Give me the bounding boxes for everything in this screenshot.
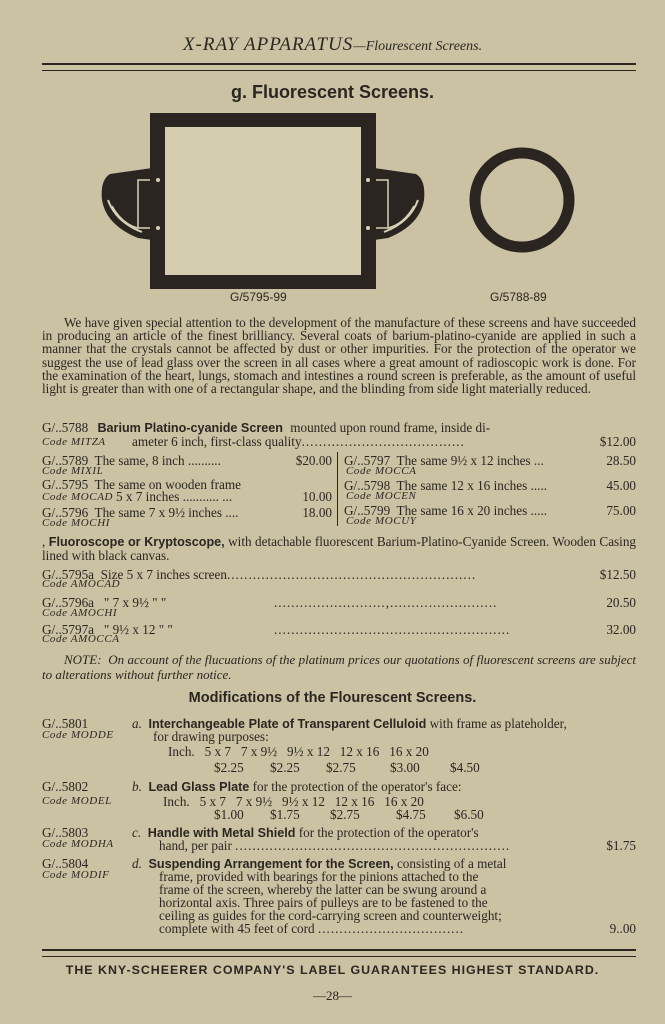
mod-5801-prices bbox=[214, 760, 480, 776]
lead-mark: , bbox=[42, 534, 49, 549]
item-5795-sizes bbox=[116, 489, 332, 505]
footer-rule bbox=[42, 949, 636, 957]
item-name: Lead Glass Plate bbox=[148, 780, 250, 794]
item-price: 20.50 bbox=[606, 595, 636, 610]
price-cell: $2.75 bbox=[330, 807, 360, 822]
size-cell: 16 x 20 bbox=[384, 794, 424, 809]
item-desc: with frame as plateholder, bbox=[429, 716, 567, 731]
item-price: $20.00 bbox=[295, 453, 332, 468]
item-price: 28.50 bbox=[606, 453, 636, 468]
note-text: On account of the flucuations of the platinum prices our quotations of fluorescent screens are subject to alterations without further notice. bbox=[42, 652, 636, 682]
item-desc-line: complete with 45 feet of cord bbox=[159, 921, 315, 936]
figure-caption-right: G/5788-89 bbox=[490, 290, 547, 304]
leader-dots: ..........................,......................... bbox=[274, 595, 498, 610]
item-number: G/..5798 bbox=[344, 478, 391, 493]
item-code: Code MODIF bbox=[42, 869, 110, 881]
price-cell: $4.50 bbox=[450, 760, 480, 775]
item-desc-line: for drawing purposes: bbox=[153, 729, 269, 744]
leader-dots: .......................................................... bbox=[226, 567, 477, 582]
item-desc: ameter 6 inch, first-class quality bbox=[132, 434, 302, 449]
item-desc: for the protection of the operator's bbox=[298, 825, 479, 840]
item-letter: d. bbox=[132, 856, 142, 871]
price-cell: $1.75 bbox=[270, 807, 300, 822]
item-code: Code MOCHI bbox=[42, 517, 111, 529]
mod-5804-last bbox=[159, 921, 464, 937]
item-desc: The same on wooden frame bbox=[94, 477, 241, 492]
page-number: —28— bbox=[313, 988, 352, 1003]
mod-5802-prices bbox=[214, 807, 484, 823]
item-price: $12.00 bbox=[599, 434, 636, 449]
item-5796a bbox=[42, 595, 636, 611]
item-number: G/..5789 bbox=[42, 453, 89, 468]
intro-paragraph: We have given special attention to the development of the manufacture of these screens and have succeeded in producing an article of the finest brilliancy. Several coats of barium-platino-cyanide are applied in such a manner that the crystals cannot be affected by dust or other impurities. For the protection of the operator we suggest the use of lead glass over the screen in all cases where a great amount of radioscopic work is done. For the examination of the heart, lungs, stomach and intestines a round screen is preferable, as the amount of useful light is greater than with one of a rectangular shape, and the blinding from side light materially reduced. bbox=[42, 315, 636, 397]
item-price: 18.00 bbox=[302, 505, 332, 520]
item-desc: consisting of a metal bbox=[396, 856, 507, 871]
item-desc: 5 x 7 inches ........... ... bbox=[116, 489, 233, 504]
leader-dots: ....................................................... bbox=[274, 622, 511, 637]
leader-dots: ................................................................ bbox=[235, 838, 511, 853]
size-cell: 9½ x 12 bbox=[282, 794, 325, 809]
size-cell: 7 x 9½ bbox=[235, 794, 273, 809]
item-price: 10.00 bbox=[302, 489, 332, 504]
header-rule bbox=[42, 63, 636, 71]
price-cell: $2.75 bbox=[326, 760, 356, 775]
item-desc: The same 9½ x 12 inches ... bbox=[396, 453, 544, 468]
item-letter: a. bbox=[132, 716, 142, 731]
fluoroscope-name: Fluoroscope or Kryptoscope, bbox=[48, 535, 225, 549]
size-cell: 5 x 7 bbox=[204, 744, 231, 759]
item-number: G/..5795a bbox=[42, 567, 95, 582]
item-code: Code AMOCHI bbox=[42, 607, 118, 619]
item-5795a bbox=[42, 567, 636, 583]
item-code: Code MIXIL bbox=[42, 465, 104, 477]
item-code: Code MOCAD bbox=[42, 491, 114, 503]
item-number: G/..5797 bbox=[344, 453, 391, 468]
item-price: 75.00 bbox=[606, 503, 636, 518]
item-number: G/..5803 bbox=[42, 825, 89, 840]
footer-guarantee: THE KNY-SCHEERER COMPANY'S LABEL GUARANTEES HIGHEST STANDARD. bbox=[65, 963, 600, 977]
size-cell: 7 x 9½ bbox=[240, 744, 278, 759]
item-number: G/..5797a bbox=[42, 622, 95, 637]
item-number: G/..5802 bbox=[42, 779, 89, 794]
item-letter: c. bbox=[132, 825, 142, 840]
item-number: G/..5799 bbox=[344, 503, 391, 518]
running-head bbox=[0, 34, 665, 56]
mod-5801-sizes bbox=[168, 744, 429, 760]
rectangular-screen-illustration bbox=[98, 110, 428, 292]
item-5797a bbox=[42, 622, 636, 638]
fluoroscope-description bbox=[42, 535, 636, 562]
item-desc: mounted upon round frame, inside di- bbox=[290, 420, 491, 435]
item-desc: The same, 8 inch .......... bbox=[94, 453, 221, 468]
item-desc: The same 16 x 20 inches ..... bbox=[396, 503, 548, 518]
item-code: Code AMOCCA bbox=[42, 633, 120, 645]
item-name: Suspending Arrangement for the Screen, bbox=[148, 857, 394, 871]
item-price: 32.00 bbox=[606, 622, 636, 637]
item-code: Code MODHA bbox=[42, 838, 114, 850]
item-desc-line: frame, provided with bearings for the pinions attached to the bbox=[159, 869, 479, 884]
figure-caption-left: G/5795-99 bbox=[230, 290, 287, 304]
item-code: Code MODDE bbox=[42, 729, 114, 741]
price-cell: $3.00 bbox=[390, 760, 420, 775]
leader-dots: .................................. bbox=[317, 921, 465, 936]
price-cell: $2.25 bbox=[214, 760, 244, 775]
item-price: 9..00 bbox=[609, 921, 636, 936]
item-desc-line: horizontal axis. Three pairs of pulleys are to be fastened to the bbox=[159, 895, 488, 910]
item-code: Code MOCUY bbox=[346, 515, 417, 527]
size-cell: 12 x 16 bbox=[339, 744, 380, 759]
price-note bbox=[42, 652, 636, 682]
item-desc: The same 7 x 9½ inches .... bbox=[94, 505, 239, 520]
sizes-label: Inch. bbox=[163, 794, 190, 809]
running-head-subtitle: —Flourescent Screens. bbox=[353, 39, 483, 54]
item-price: $12.50 bbox=[599, 567, 636, 582]
item-number: G/..5801 bbox=[42, 716, 89, 731]
fluoroscope-desc: with detachable fluorescent Barium-Platino-Cyanide Screen. Wooden Casing lined with black canvas. bbox=[42, 534, 637, 564]
item-code: Code AMOCAD bbox=[42, 578, 121, 590]
item-desc-line: frame of the screen, whereby the latter can be swung around a bbox=[159, 882, 487, 897]
item-code: Code MODEL bbox=[42, 795, 112, 807]
item-price: 45.00 bbox=[606, 478, 636, 493]
price-cell: $1.00 bbox=[214, 807, 244, 822]
item-name: Barium Platino-cyanide Screen bbox=[97, 421, 283, 435]
item-desc: for the protection of the operator's face: bbox=[252, 779, 462, 794]
item-price: $1.75 bbox=[606, 838, 636, 853]
item-desc: " 7 x 9½ " " bbox=[103, 595, 167, 610]
item-desc-line: hand, per pair bbox=[159, 838, 232, 853]
item-number: G/..5796a bbox=[42, 595, 95, 610]
price-cell: $4.75 bbox=[396, 807, 426, 822]
item-name: Interchangeable Plate of Transparent Celluloid bbox=[148, 717, 427, 731]
mod-5803-line2 bbox=[159, 838, 510, 854]
mod-5802-line1 bbox=[132, 779, 461, 795]
price-cell: $6.50 bbox=[454, 807, 484, 822]
item-name: Handle with Metal Shield bbox=[147, 826, 296, 840]
item-desc: Size 5 x 7 inches screen bbox=[100, 567, 227, 582]
size-cell: 9½ x 12 bbox=[287, 744, 330, 759]
modifications-title: Modifications of the Flourescent Screens. bbox=[188, 690, 477, 706]
sizes-label: Inch. bbox=[168, 744, 195, 759]
running-head-title: X-RAY APPARATUS bbox=[182, 34, 354, 55]
item-letter: b. bbox=[132, 779, 142, 794]
item-desc-line: ceiling as guides for the cord-carrying screen and counterweight; bbox=[159, 908, 502, 923]
price-cell: $2.25 bbox=[270, 760, 300, 775]
item-desc: " 9½ x 12 " " bbox=[103, 622, 173, 637]
item-code: Code MOCEN bbox=[346, 490, 417, 502]
section-title: g. Fluorescent Screens. bbox=[230, 82, 435, 102]
item-number: G/..5796 bbox=[42, 505, 89, 520]
item-number: G/..5788 bbox=[42, 420, 89, 435]
item-number: G/..5795 bbox=[42, 477, 89, 492]
item-code: Code MITZA bbox=[42, 436, 106, 448]
size-cell: 16 x 20 bbox=[389, 744, 429, 759]
item-desc: The same 12 x 16 inches ..... bbox=[396, 478, 548, 493]
column-divider bbox=[337, 452, 338, 526]
size-cell: 12 x 16 bbox=[334, 794, 375, 809]
round-screen-illustration bbox=[468, 146, 578, 256]
item-5788-line2 bbox=[132, 434, 465, 450]
leader-dots: ...................................... bbox=[301, 434, 465, 449]
note-label: NOTE: bbox=[64, 652, 102, 667]
item-code: Code MOCCA bbox=[346, 465, 417, 477]
size-cell: 5 x 7 bbox=[199, 794, 226, 809]
item-number: G/..5804 bbox=[42, 856, 89, 871]
